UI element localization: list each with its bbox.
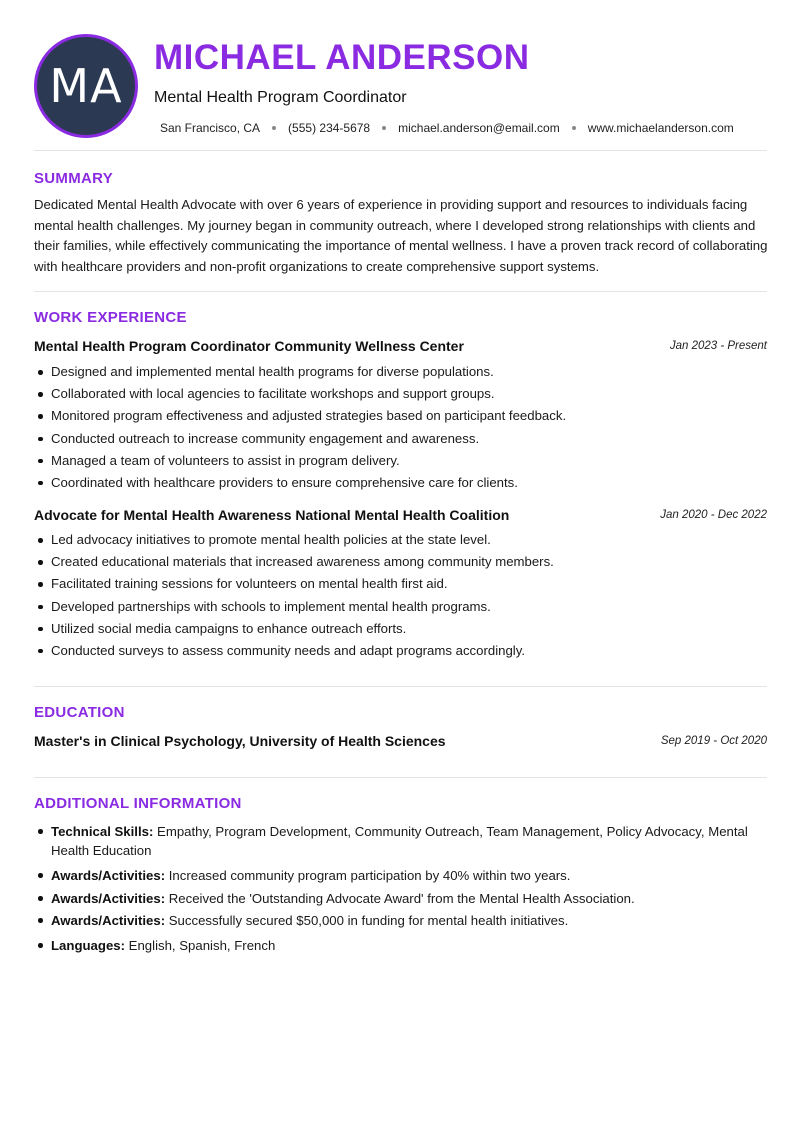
list-item: Created educational materials that increased awareness among community members. [51,553,767,575]
item-label: Languages: [51,938,126,953]
list-item: Led advocacy initiatives to promote mental health policies at the state level. [51,531,767,553]
contact-email[interactable]: michael.anderson@email.com [398,121,560,135]
list-item: Coordinated with healthcare providers to ensure comprehensive care for clients. [51,474,767,496]
list-item [51,889,767,911]
degree: Master's in Clinical Psychology, University of Health Sciences [34,733,446,749]
education-date: Sep 2019 - Oct 2020 [660,735,767,747]
job-date: Jan 2020 - Dec 2022 [660,509,767,521]
divider [34,777,767,778]
avatar [34,34,138,138]
additional-info-heading: ADDITIONAL INFORMATION [34,795,242,812]
divider [34,150,767,151]
list-item: Designed and implemented mental health programs for diverse populations. [51,363,767,385]
item-label: Awards/Activities: [51,868,166,883]
list-item: Conducted outreach to increase community engagement and awareness. [51,430,767,452]
summary-text: Dedicated Mental Health Advocate with over 6 years of experience in providing support and resources to individuals facing mental health challenges. My journey began in community outreach, where I developed strong relationships with clients and their families, while effectively communicating the importance of mental wellness. I have a proven track record of collaborating with healthcare providers and non-profit organizations to create comprehensive support systems. [34,197,768,274]
education-heading: EDUCATION [34,704,125,721]
contact-website[interactable]: www.michaelanderson.com [587,121,734,135]
list-item: Utilized social media campaigns to enhance outreach efforts. [51,620,767,642]
job-title: Advocate for Mental Health Awareness National Mental Health Coalition [34,507,510,523]
list-item [51,936,767,958]
separator-dot [272,126,276,130]
item-label: Awards/Activities: [51,891,166,906]
education-entry [34,733,767,751]
work-experience-heading: WORK EXPERIENCE [34,309,187,326]
avatar-initials: MA [49,59,123,113]
list-item: Facilitated training sessions for volunteers on mental health first aid. [51,575,767,597]
list-item: Conducted surveys to assess community needs and adapt programs accordingly. [51,642,767,664]
list-item [51,822,767,866]
list-item: Developed partnerships with schools to implement mental health programs. [51,598,767,620]
contact-location: San Francisco, CA [160,121,261,135]
job-bullets [51,363,767,496]
resume-header [34,34,767,138]
separator-dot [382,126,386,130]
list-item [51,866,767,889]
job-title: Mental Health Program Coordinator Community Wellness Center [34,338,464,354]
item-text: Received the 'Outstanding Advocate Award' from the Mental Health Association. [165,891,635,906]
item-text: Successfully secured $50,000 in funding for mental health initiatives. [165,913,569,928]
contact-line [160,121,734,135]
item-label: Technical Skills: [51,824,154,839]
item-text: Increased community program participation by 40% within two years. [165,868,571,883]
list-item: Collaborated with local agencies to facilitate workshops and support groups. [51,385,767,407]
divider [34,291,767,292]
job-header [34,507,767,525]
item-text: English, Spanish, French [125,938,276,953]
summary-heading: SUMMARY [34,170,114,187]
contact-phone: (555) 234-5678 [288,121,371,135]
additional-info-list [51,822,767,958]
divider [34,686,767,687]
job-date: Jan 2023 - Present [669,340,767,352]
list-item [51,911,767,936]
list-item: Managed a team of volunteers to assist in program delivery. [51,452,767,474]
list-item: Monitored program effectiveness and adjusted strategies based on participant feedback. [51,407,767,429]
job-bullets [51,531,767,664]
separator-dot [572,126,576,130]
item-text: Empathy, Program Development, Community Outreach, Team Management, Policy Advocacy, Mental Health Education [51,824,748,858]
item-label: Awards/Activities: [51,913,166,928]
candidate-name: MICHAEL ANDERSON [154,38,530,77]
job-header [34,338,767,356]
candidate-role: Mental Health Program Coordinator [154,89,407,106]
